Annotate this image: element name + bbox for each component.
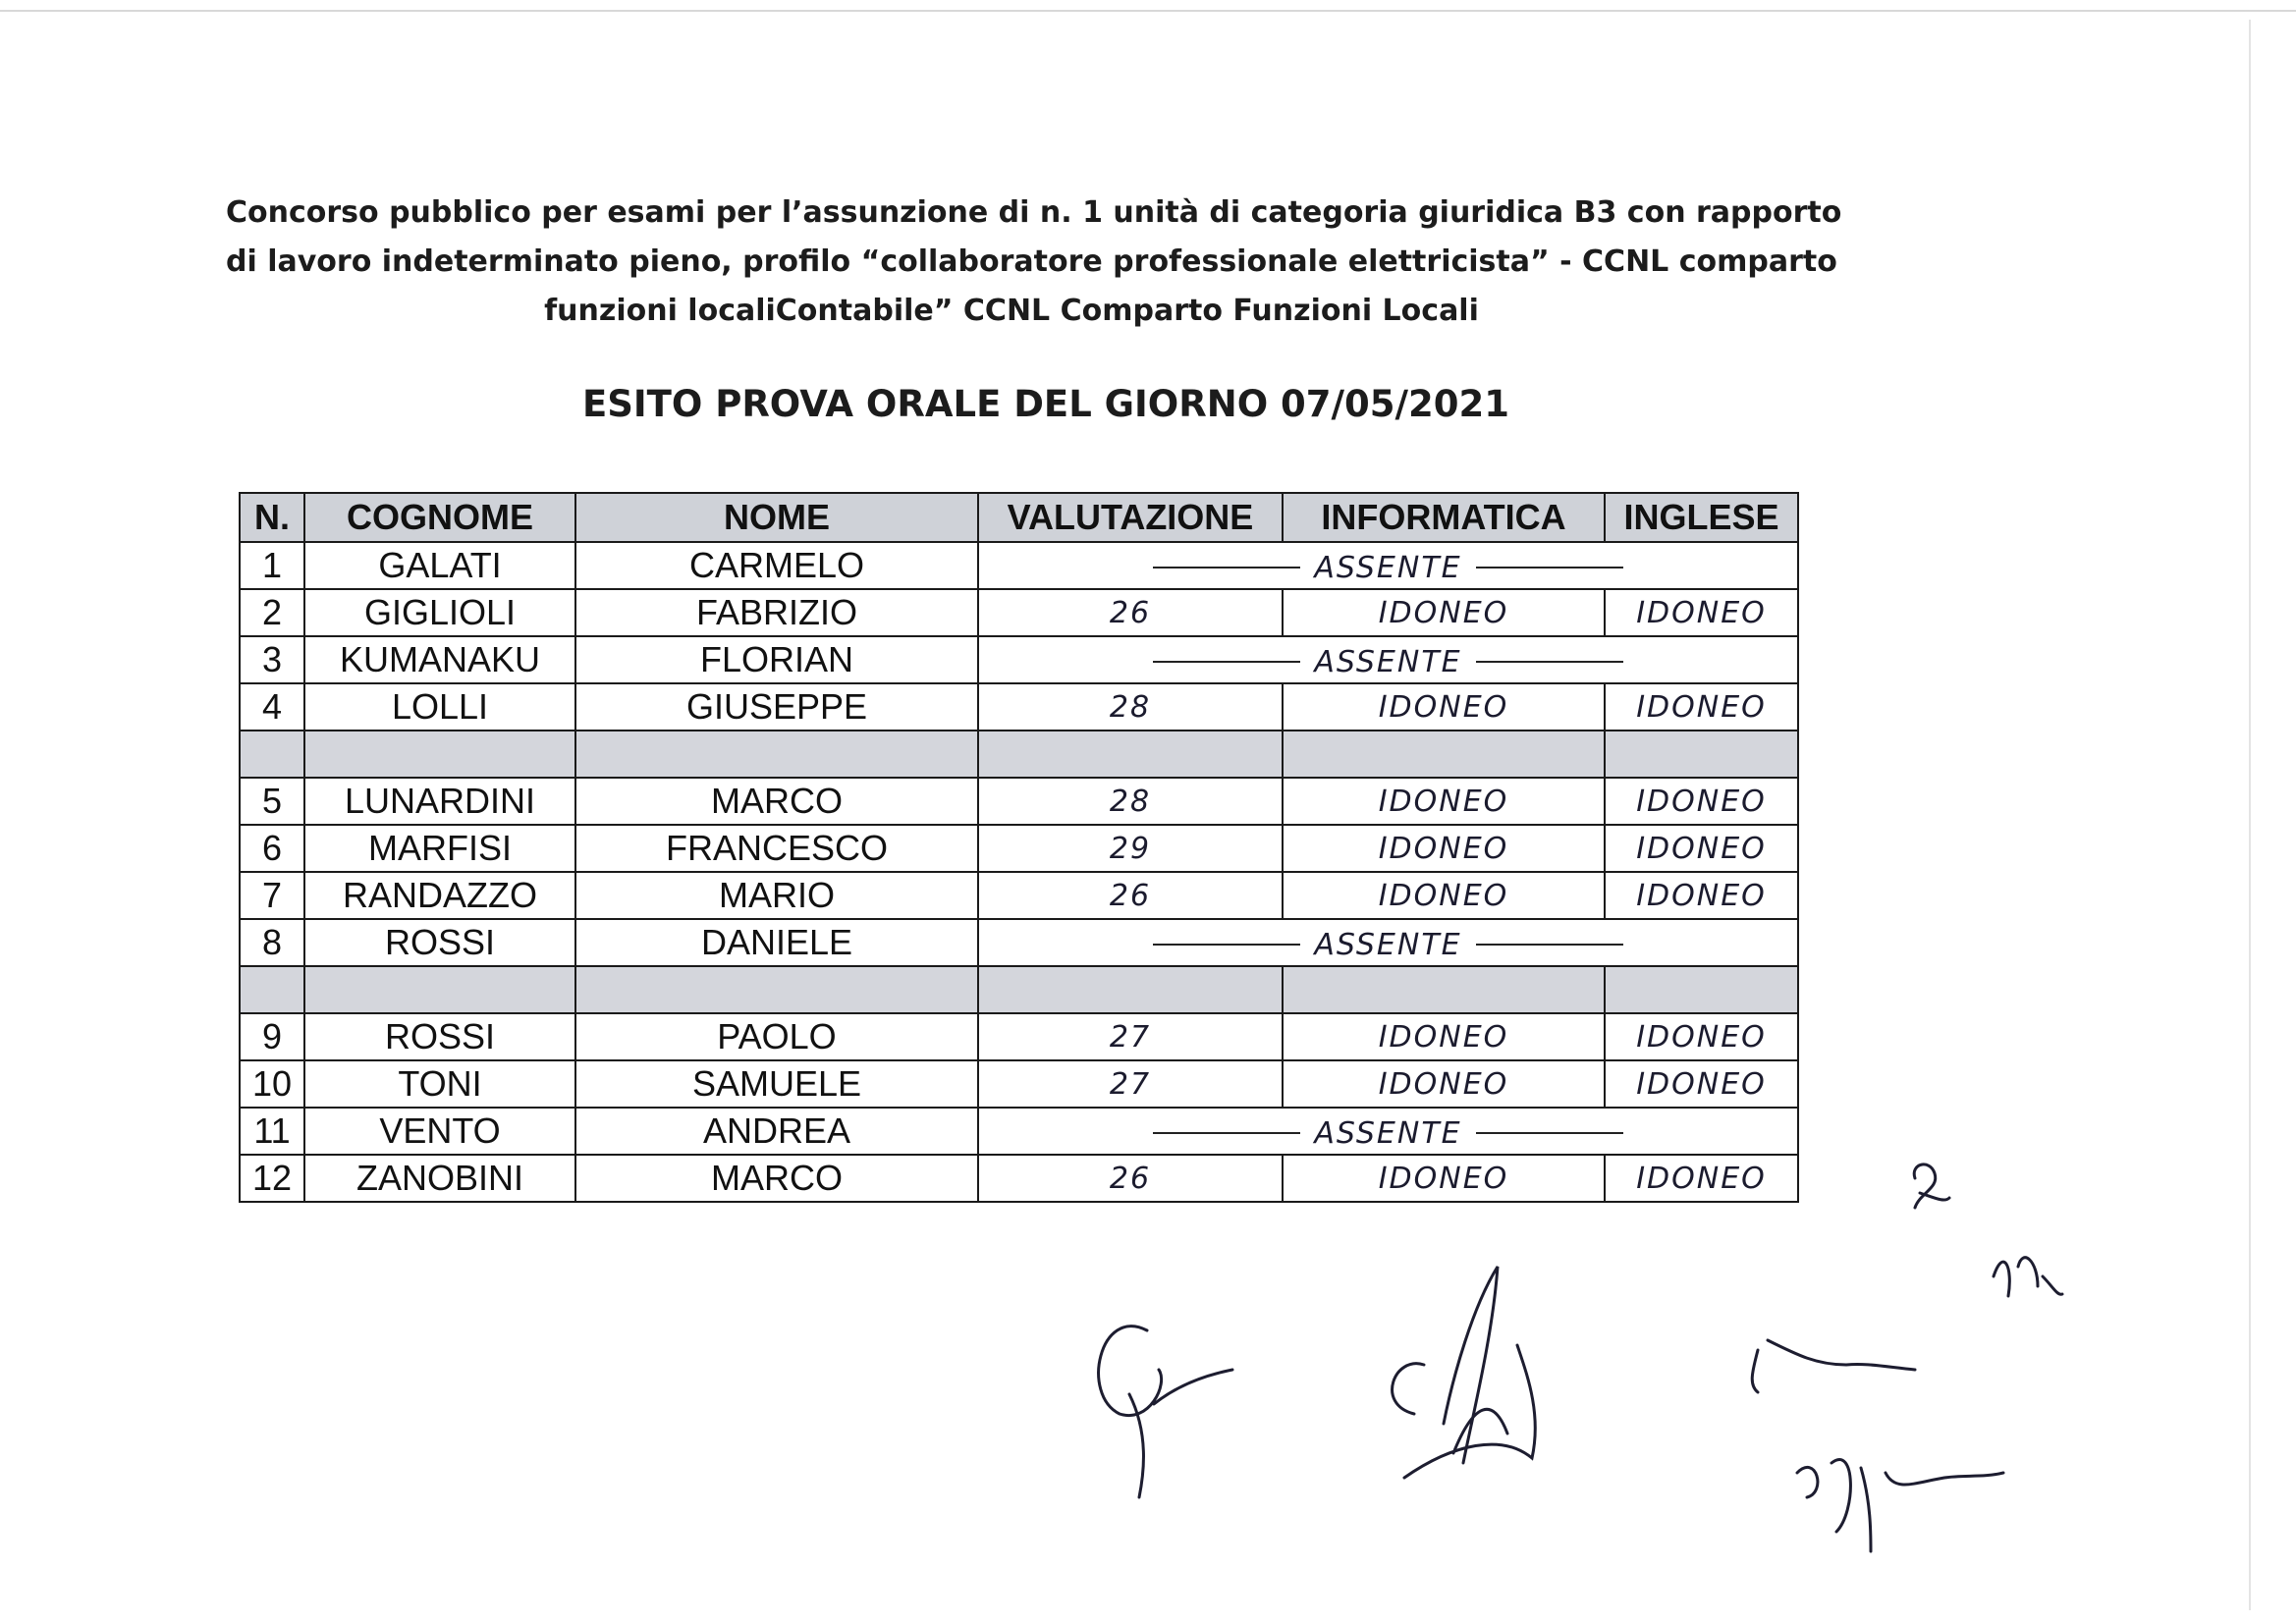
initials-mark bbox=[1914, 1164, 1949, 1208]
cell-valutazione: 28 bbox=[978, 778, 1283, 825]
separator-cell bbox=[304, 966, 575, 1013]
table-row bbox=[240, 778, 1798, 825]
separator-cell bbox=[1605, 731, 1798, 778]
cell-valutazione: 29 bbox=[978, 825, 1283, 872]
table-row bbox=[240, 1108, 1798, 1155]
signature-4 bbox=[1797, 1459, 2003, 1551]
col-header-n: N. bbox=[240, 493, 304, 542]
separator-cell bbox=[1283, 731, 1605, 778]
cell-inglese: IDONEO bbox=[1605, 825, 1798, 872]
cell-n: 7 bbox=[240, 872, 304, 919]
cell-valutazione: 26 bbox=[978, 872, 1283, 919]
cell-cognome: LOLLI bbox=[304, 683, 575, 731]
cell-cognome: KUMANAKU bbox=[304, 636, 575, 683]
cell-informatica: IDONEO bbox=[1283, 872, 1605, 919]
absent-dash-left bbox=[1153, 944, 1300, 946]
cell-nome: MARCO bbox=[575, 1155, 978, 1202]
cell-cognome: GIGLIOLI bbox=[304, 589, 575, 636]
cell-n: 3 bbox=[240, 636, 304, 683]
scan-right-edge bbox=[2249, 20, 2251, 1610]
cell-nome: GIUSEPPE bbox=[575, 683, 978, 731]
cell-nome: DANIELE bbox=[575, 919, 978, 966]
cell-inglese: IDONEO bbox=[1605, 683, 1798, 731]
scan-top-edge bbox=[0, 10, 2296, 12]
cell-n: 4 bbox=[240, 683, 304, 731]
col-header-valutazione: VALUTAZIONE bbox=[978, 493, 1283, 542]
cell-cognome: LUNARDINI bbox=[304, 778, 575, 825]
cell-informatica: IDONEO bbox=[1283, 825, 1605, 872]
signature-5 bbox=[1994, 1258, 2062, 1296]
description-line-1: Concorso pubblico per esami per l’assunzione di n. 1 unità di categoria giuridica B3 con rapporto bbox=[226, 195, 1842, 230]
absent-dash-left bbox=[1153, 567, 1300, 568]
cell-valutazione: 27 bbox=[978, 1060, 1283, 1108]
cell-valutazione: 26 bbox=[978, 1155, 1283, 1202]
cell-cognome: ROSSI bbox=[304, 1013, 575, 1060]
cell-inglese: IDONEO bbox=[1605, 589, 1798, 636]
table-row bbox=[240, 825, 1798, 872]
cell-nome: MARCO bbox=[575, 778, 978, 825]
separator-cell bbox=[978, 731, 1283, 778]
table-body bbox=[240, 542, 1798, 1202]
cell-cognome: ROSSI bbox=[304, 919, 575, 966]
cell-nome: ANDREA bbox=[575, 1108, 978, 1155]
cell-nome: FABRIZIO bbox=[575, 589, 978, 636]
col-header-informatica: INFORMATICA bbox=[1283, 493, 1605, 542]
cell-n: 10 bbox=[240, 1060, 304, 1108]
cell-nome: PAOLO bbox=[575, 1013, 978, 1060]
cell-n: 2 bbox=[240, 589, 304, 636]
cell-cognome: TONI bbox=[304, 1060, 575, 1108]
cell-absent bbox=[978, 1108, 1798, 1155]
absent-dash-right bbox=[1476, 661, 1623, 663]
absent-status: ASSENTE bbox=[1314, 928, 1462, 962]
cell-informatica: IDONEO bbox=[1283, 1155, 1605, 1202]
table-row bbox=[240, 1060, 1798, 1108]
cell-informatica: IDONEO bbox=[1283, 1013, 1605, 1060]
absent-dash-left bbox=[1153, 661, 1300, 663]
table-header-row bbox=[240, 493, 1798, 542]
cell-cognome: GALATI bbox=[304, 542, 575, 589]
absent-status: ASSENTE bbox=[1314, 645, 1462, 679]
separator-row bbox=[240, 731, 1798, 778]
cell-absent bbox=[978, 636, 1798, 683]
separator-cell bbox=[1283, 966, 1605, 1013]
cell-nome: MARIO bbox=[575, 872, 978, 919]
separator-cell bbox=[978, 966, 1283, 1013]
cell-inglese: IDONEO bbox=[1605, 778, 1798, 825]
col-header-nome: NOME bbox=[575, 493, 978, 542]
absent-status: ASSENTE bbox=[1314, 551, 1462, 585]
separator-cell bbox=[1605, 966, 1798, 1013]
cell-inglese: IDONEO bbox=[1605, 1013, 1798, 1060]
cell-cognome: MARFISI bbox=[304, 825, 575, 872]
cell-n: 11 bbox=[240, 1108, 304, 1155]
cell-inglese: IDONEO bbox=[1605, 1155, 1798, 1202]
cell-absent bbox=[978, 919, 1798, 966]
separator-cell bbox=[240, 966, 304, 1013]
absent-dash-right bbox=[1476, 1132, 1623, 1134]
separator-cell bbox=[304, 731, 575, 778]
cell-informatica: IDONEO bbox=[1283, 589, 1605, 636]
cell-n: 8 bbox=[240, 919, 304, 966]
cell-cognome: ZANOBINI bbox=[304, 1155, 575, 1202]
cell-nome: FRANCESCO bbox=[575, 825, 978, 872]
cell-absent bbox=[978, 542, 1798, 589]
cell-informatica: IDONEO bbox=[1283, 778, 1605, 825]
separator-row bbox=[240, 966, 1798, 1013]
description-line-3: funzioni localiContabile” CCNL Comparto Funzioni Locali bbox=[544, 294, 1479, 328]
separator-cell bbox=[575, 731, 978, 778]
cell-valutazione: 28 bbox=[978, 683, 1283, 731]
cell-nome: SAMUELE bbox=[575, 1060, 978, 1108]
table-row bbox=[240, 1155, 1798, 1202]
col-header-inglese: INGLESE bbox=[1605, 493, 1798, 542]
table-row bbox=[240, 1013, 1798, 1060]
cell-n: 1 bbox=[240, 542, 304, 589]
cell-nome: FLORIAN bbox=[575, 636, 978, 683]
col-header-cognome: COGNOME bbox=[304, 493, 575, 542]
table-row bbox=[240, 683, 1798, 731]
competition-description bbox=[226, 189, 1842, 336]
table-row bbox=[240, 872, 1798, 919]
cell-n: 6 bbox=[240, 825, 304, 872]
cell-valutazione: 27 bbox=[978, 1013, 1283, 1060]
cell-n: 12 bbox=[240, 1155, 304, 1202]
table-row bbox=[240, 542, 1798, 589]
absent-dash-right bbox=[1476, 567, 1623, 568]
cell-n: 5 bbox=[240, 778, 304, 825]
cell-informatica: IDONEO bbox=[1283, 683, 1605, 731]
description-line-2: di lavoro indeterminato pieno, profilo “collaboratore professionale elettricista” - CCNL comparto bbox=[226, 244, 1837, 279]
signature-1 bbox=[1099, 1326, 1232, 1497]
separator-cell bbox=[575, 966, 978, 1013]
separator-cell bbox=[240, 731, 304, 778]
cell-inglese: IDONEO bbox=[1605, 872, 1798, 919]
absent-dash-left bbox=[1153, 1132, 1300, 1134]
cell-nome: CARMELO bbox=[575, 542, 978, 589]
cell-valutazione: 26 bbox=[978, 589, 1283, 636]
cell-inglese: IDONEO bbox=[1605, 1060, 1798, 1108]
table-row bbox=[240, 919, 1798, 966]
cell-n: 9 bbox=[240, 1013, 304, 1060]
document-title: ESITO PROVA ORALE DEL GIORNO 07/05/2021 bbox=[581, 383, 1510, 425]
table-row bbox=[240, 589, 1798, 636]
absent-dash-right bbox=[1476, 944, 1623, 946]
absent-status: ASSENTE bbox=[1314, 1116, 1462, 1151]
table-row bbox=[240, 636, 1798, 683]
signature-2 bbox=[1393, 1267, 1536, 1478]
signature-3 bbox=[1752, 1340, 1915, 1392]
results-table bbox=[239, 492, 1799, 1203]
cell-cognome: RANDAZZO bbox=[304, 872, 575, 919]
cell-informatica: IDONEO bbox=[1283, 1060, 1605, 1108]
cell-cognome: VENTO bbox=[304, 1108, 575, 1155]
